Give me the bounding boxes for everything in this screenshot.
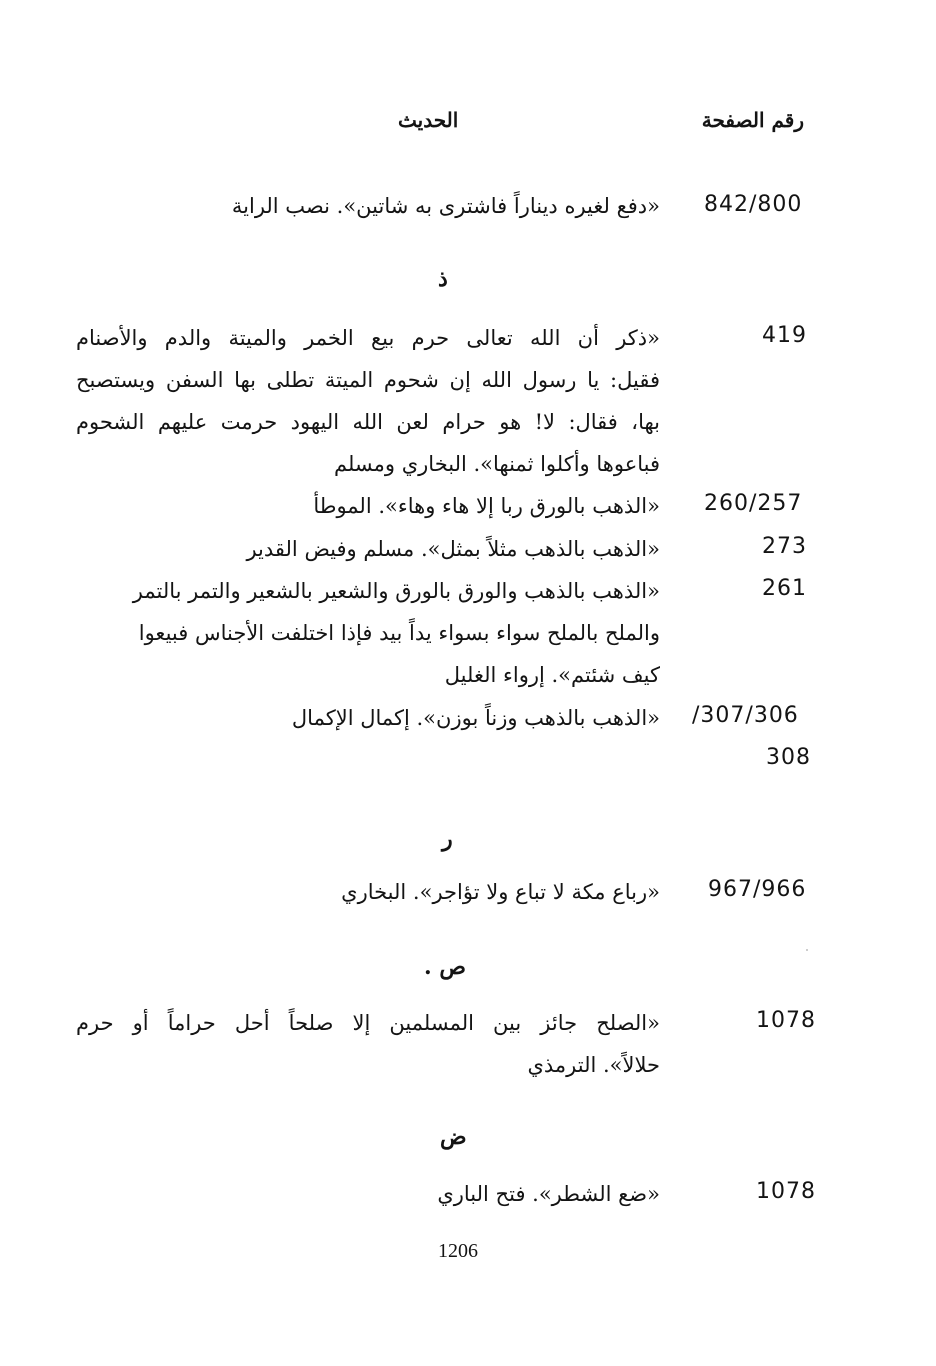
page-number: 1206 [438, 1240, 478, 1262]
entry-pages: 842/800 [704, 192, 803, 217]
entry-text-line: «رباع مكة لا تباع ولا تؤاجر». البخاري [341, 880, 660, 904]
section-letter-dhal: ذ [438, 266, 448, 292]
entry-text-line: والملح بالملح سواء بسواء يداً بيد فإذا اختلفت الأجناس فبيعوا [138, 621, 660, 645]
entry-text-line: فباعوها وأكلوا ثمنها». البخاري ومسلم [333, 452, 660, 476]
entry-pages: 967/966 [708, 877, 807, 902]
entry-text-line: «دفع لغيره ديناراً فاشترى به شاتين». نصب الراية [231, 194, 660, 218]
entry-text-line: «الذهب بالذهب والورق بالورق والشعير بالشعير والتمر بالتمر [132, 579, 660, 603]
entry-text-line: «الذهب بالذهب مثلاً بمثل». مسلم وفيض القدير [246, 537, 660, 561]
entry-text-line: فقيل: يا رسول الله إن شحوم الميتة تطلى بها السفن ويستصبح [76, 368, 660, 392]
entry-pages: 273 [762, 534, 807, 559]
page-number-column-header: رقم الصفحة [701, 108, 804, 132]
entry-text-line: «ضع الشطر». فتح الباري [437, 1182, 660, 1206]
entry-pages: 260/257 [704, 491, 803, 516]
entry-pages: 1078 [756, 1179, 816, 1204]
hadith-column-header: الحديث [398, 108, 459, 132]
entry-pages: 261 [762, 576, 807, 601]
section-letter-sad: ص . [424, 954, 466, 980]
entry-pages: /307/306 [692, 703, 799, 728]
section-letter-dad: ض [440, 1124, 467, 1150]
section-letter-ra: ر [442, 826, 453, 852]
entry-text-line: «الذهب بالذهب وزناً بوزن». إكمال الإكمال [291, 706, 660, 730]
entry-pages-continued: 308 [766, 745, 811, 770]
entry-pages: 419 [762, 323, 807, 348]
entry-text-line: بها، فقال: لا! هو حرام لعن الله اليهود حرمت عليهم الشحوم [76, 410, 660, 434]
entry-text-line: كيف شئتم». إرواء الغليل [444, 663, 660, 687]
entry-text-line: «الذهب بالورق ربا إلا هاء وهاء». الموطأ [313, 494, 660, 518]
entry-text-line: «الصلح جائز بين المسلمين إلا صلحاً أحل حراماً أو حرم [76, 1011, 660, 1035]
entry-pages: 1078 [756, 1008, 816, 1033]
entry-text-line: حلالاً». الترمذي [527, 1053, 660, 1077]
scan-speck [806, 949, 808, 951]
entry-text-line: «ذكر أن الله تعالى حرم بيع الخمر والميتة والدم والأصنام [76, 326, 660, 350]
